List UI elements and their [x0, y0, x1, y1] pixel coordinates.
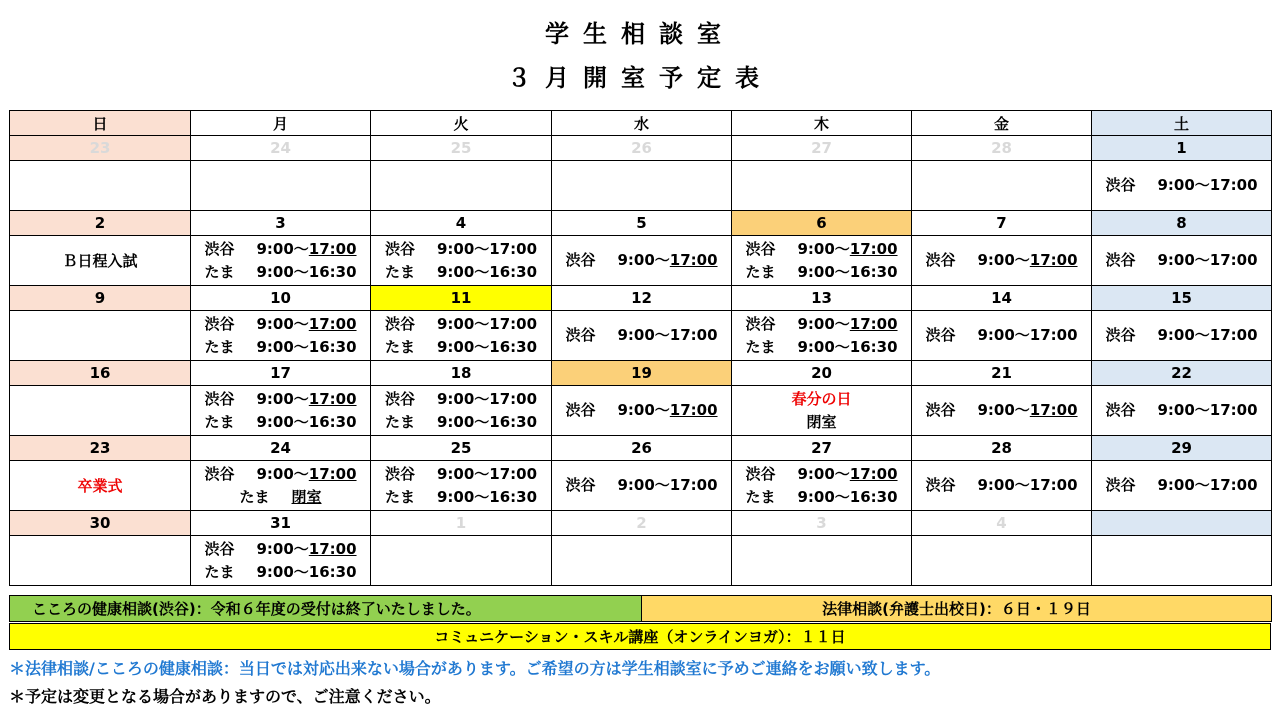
- location-label: 渋谷: [745, 314, 776, 333]
- hours-line: [371, 336, 551, 359]
- location-label: たま: [745, 487, 776, 506]
- hours-line: [732, 486, 911, 509]
- hours-text: 9:00～16:30: [797, 337, 898, 356]
- hours-close: 17:00: [1029, 251, 1078, 269]
- date-cell: 1: [371, 511, 552, 536]
- hours-line: [552, 249, 731, 272]
- date-cell: 20: [732, 361, 912, 386]
- hours-text: 9:00～17:00: [436, 314, 538, 333]
- date-cell: 27: [732, 136, 912, 161]
- hours-text: 9:00～17:00: [977, 476, 1078, 494]
- date-row: [10, 286, 1272, 311]
- hours-text: 9:00～16:30: [436, 262, 538, 281]
- schedule-cell: [552, 386, 732, 436]
- hours-text: 9:00～16:30: [797, 487, 898, 506]
- date-cell: 7: [912, 211, 1092, 236]
- hours-close: 17:00: [308, 314, 357, 333]
- hours-text: 9:00～16:30: [256, 562, 357, 581]
- location-label: 渋谷: [1105, 251, 1136, 269]
- location-label: 渋谷: [204, 539, 235, 558]
- footnote-consultation: ＊法律相談/こころの健康相談：当日では対応出来ない場合があります。ご希望の方は学生相談室に予めご連絡をお願い致します。: [9, 659, 941, 678]
- date-cell: 8: [1092, 211, 1272, 236]
- hours-line: [1092, 324, 1271, 347]
- hours-line: [371, 388, 551, 411]
- date-cell: 6: [732, 211, 912, 236]
- hours-text: 9:00～: [617, 401, 670, 419]
- date-cell: 16: [10, 361, 191, 386]
- date-cell: 3: [191, 211, 371, 236]
- date-cell: [1092, 511, 1272, 536]
- communication-row: [9, 623, 1271, 650]
- footnote-schedule-change: ＊予定は変更となる場合がありますので、ご注意ください。: [9, 687, 441, 706]
- location-label: たま: [204, 262, 235, 281]
- hours-text: 9:00～16:30: [256, 262, 357, 281]
- location-label: 渋谷: [204, 314, 235, 333]
- schedule-cell: [371, 386, 552, 436]
- location-label: たま: [745, 337, 776, 356]
- hours-line: [552, 324, 731, 347]
- hours-text: 9:00～16:30: [436, 487, 538, 506]
- page-subtitle: ３月開室予定表: [507, 64, 773, 92]
- date-cell: 26: [552, 136, 732, 161]
- location-label: 渋谷: [384, 239, 415, 258]
- schedule-cell: [1092, 236, 1272, 286]
- schedule-cell: [371, 311, 552, 361]
- hours-text: 9:00～: [256, 389, 309, 408]
- location-label: たま: [239, 487, 270, 506]
- schedule-cell: [1092, 386, 1272, 436]
- hours-text: 9:00～: [256, 239, 309, 258]
- schedule-cell: [732, 461, 912, 511]
- hours-text: 9:00～17:00: [617, 476, 718, 494]
- hours-line: [1092, 399, 1271, 422]
- location-label: 渋谷: [565, 326, 596, 344]
- hours-line: [191, 388, 370, 411]
- hours-line: [371, 238, 551, 261]
- date-cell: 28: [912, 136, 1092, 161]
- date-cell: 4: [371, 211, 552, 236]
- schedule-cell: [191, 311, 371, 361]
- location-label: 渋谷: [1105, 476, 1136, 494]
- date-cell: 5: [552, 211, 732, 236]
- event-label: Ｂ日程入試: [62, 252, 138, 270]
- date-cell: 13: [732, 286, 912, 311]
- schedule-cell: [912, 536, 1092, 586]
- date-cell: 25: [371, 136, 552, 161]
- hours-text: 9:00～16:30: [256, 337, 357, 356]
- hours-text: 9:00～: [977, 251, 1030, 269]
- hours-text: 9:00～17:00: [1157, 476, 1258, 494]
- schedule-cell: [371, 461, 552, 511]
- weekday-fri: 金: [912, 111, 1092, 136]
- location-label: 渋谷: [204, 389, 235, 408]
- schedule-cell: [1092, 536, 1272, 586]
- schedule-cell: [552, 161, 732, 211]
- closed-line: [732, 411, 911, 434]
- schedule-cell: [191, 236, 371, 286]
- schedule-row: [10, 461, 1272, 511]
- hours-close: 17:00: [308, 539, 357, 558]
- hours-line: [1092, 474, 1271, 497]
- hours-text: 9:00～17:00: [1157, 326, 1258, 344]
- hours-text: 9:00～: [977, 401, 1030, 419]
- location-label: 渋谷: [384, 389, 415, 408]
- location-label: たま: [745, 262, 776, 281]
- hours-line: [912, 399, 1091, 422]
- hours-text: 9:00～17:00: [436, 389, 538, 408]
- schedule-row: [10, 236, 1272, 286]
- date-cell: 19: [552, 361, 732, 386]
- hours-line: [191, 463, 370, 486]
- hours-line: [191, 261, 370, 284]
- calendar-table: [9, 110, 1272, 586]
- location-label: 渋谷: [565, 251, 596, 269]
- hours-line: [1092, 174, 1271, 197]
- location-label: 渋谷: [1105, 176, 1136, 194]
- location-label: 渋谷: [384, 314, 415, 333]
- schedule-cell: [912, 311, 1092, 361]
- hours-text: 9:00～17:00: [977, 326, 1078, 344]
- schedule-cell: [732, 236, 912, 286]
- schedule-cell: [912, 461, 1092, 511]
- schedule-cell: [552, 536, 732, 586]
- hours-line: [191, 336, 370, 359]
- date-cell: 24: [191, 436, 371, 461]
- hours-text: 9:00～17:00: [1157, 176, 1258, 194]
- date-cell: 18: [371, 361, 552, 386]
- hours-line: [732, 261, 911, 284]
- page-title: 学生相談室: [545, 20, 735, 48]
- schedule-row: [10, 386, 1272, 436]
- date-row: [10, 361, 1272, 386]
- schedule-cell: [552, 236, 732, 286]
- schedule-cell: [912, 236, 1092, 286]
- hours-close: 17:00: [308, 389, 357, 408]
- hours-close: 17:00: [849, 464, 898, 483]
- weekday-header-row: [10, 111, 1272, 136]
- schedule-cell: [10, 536, 191, 586]
- schedule-cell: [552, 311, 732, 361]
- location-label: 渋谷: [925, 401, 956, 419]
- schedule-cell: [10, 461, 191, 511]
- hours-line: [191, 238, 370, 261]
- hours-line: [191, 411, 370, 434]
- date-cell: 15: [1092, 286, 1272, 311]
- schedule-cell: [552, 461, 732, 511]
- date-row: [10, 211, 1272, 236]
- hours-line: [912, 324, 1091, 347]
- date-cell: 14: [912, 286, 1092, 311]
- date-cell: 25: [371, 436, 552, 461]
- hours-text: 9:00～: [256, 539, 309, 558]
- hours-text: 9:00～17:00: [436, 239, 538, 258]
- date-cell: 29: [1092, 436, 1272, 461]
- closed-label: 閉室: [806, 412, 837, 431]
- date-cell: 2: [552, 511, 732, 536]
- event-label: 卒業式: [77, 477, 123, 495]
- date-cell: 30: [10, 511, 191, 536]
- hours-text: 9:00～17:00: [1157, 401, 1258, 419]
- location-label: たま: [384, 262, 415, 281]
- weekday-sat: 土: [1092, 111, 1272, 136]
- hours-line: [191, 538, 370, 561]
- schedule-cell: [912, 161, 1092, 211]
- hours-line: [732, 336, 911, 359]
- hours-text: 9:00～17:00: [436, 464, 538, 483]
- location-label: たま: [204, 337, 235, 356]
- location-label: 渋谷: [925, 476, 956, 494]
- communication-course-note: コミュニケーション・スキル講座（オンラインヨガ）：１１日: [10, 624, 1271, 650]
- hours-close: 17:00: [1029, 401, 1078, 419]
- schedule-cell: [10, 311, 191, 361]
- date-cell: 23: [10, 136, 191, 161]
- location-label: たま: [384, 337, 415, 356]
- hours-line: [371, 486, 551, 509]
- weekday-mon: 月: [191, 111, 371, 136]
- location-label: たま: [384, 412, 415, 431]
- schedule-row: [10, 311, 1272, 361]
- schedule-cell: [10, 161, 191, 211]
- hours-text: 9:00～16:30: [797, 262, 898, 281]
- schedule-cell: [371, 161, 552, 211]
- notes-row: [9, 595, 1272, 622]
- schedule-cell: [10, 386, 191, 436]
- weekday-sun: 日: [10, 111, 191, 136]
- location-label: 渋谷: [204, 239, 235, 258]
- hours-close: 17:00: [669, 251, 718, 269]
- date-cell: 9: [10, 286, 191, 311]
- hours-line: [732, 463, 911, 486]
- location-label: たま: [204, 412, 235, 431]
- location-label: 渋谷: [1105, 401, 1136, 419]
- hours-line: [191, 486, 370, 509]
- weekday-tue: 火: [371, 111, 552, 136]
- hours-close: 17:00: [669, 401, 718, 419]
- location-label: 渋谷: [565, 476, 596, 494]
- schedule-cell: [191, 161, 371, 211]
- location-label: たま: [384, 487, 415, 506]
- health-consultation-note: こころの健康相談(渋谷)：令和６年度の受付は終了いたしました。: [10, 596, 642, 622]
- schedule-cell: [371, 236, 552, 286]
- date-cell: 17: [191, 361, 371, 386]
- hours-line: [371, 261, 551, 284]
- hours-text: 9:00～: [797, 239, 850, 258]
- hours-text: 9:00～17:00: [1157, 251, 1258, 269]
- hours-line: [1092, 249, 1271, 272]
- hours-close: 17:00: [308, 239, 357, 258]
- date-cell: 26: [552, 436, 732, 461]
- hours-line: [912, 474, 1091, 497]
- schedule-row: [10, 536, 1272, 586]
- hours-text: 9:00～: [256, 314, 309, 333]
- schedule-cell: [732, 311, 912, 361]
- hours-text: 9:00～17:00: [617, 326, 718, 344]
- date-cell: 1: [1092, 136, 1272, 161]
- schedule-cell: [10, 236, 191, 286]
- schedule-cell: [732, 536, 912, 586]
- schedule-cell: [191, 536, 371, 586]
- holiday-line: [732, 388, 911, 411]
- date-cell: 31: [191, 511, 371, 536]
- hours-line: [912, 249, 1091, 272]
- location-label: 渋谷: [1105, 326, 1136, 344]
- date-cell: 24: [191, 136, 371, 161]
- date-row: [10, 436, 1272, 461]
- hours-line: [732, 313, 911, 336]
- hours-text: 9:00～: [797, 314, 850, 333]
- schedule-cell: [1092, 161, 1272, 211]
- weekday-wed: 水: [552, 111, 732, 136]
- hours-text: 9:00～: [617, 251, 670, 269]
- date-cell: 23: [10, 436, 191, 461]
- schedule-cell: [191, 461, 371, 511]
- holiday-name: 春分の日: [791, 389, 852, 408]
- date-cell: 4: [912, 511, 1092, 536]
- hours-text: 9:00～16:30: [256, 412, 357, 431]
- location-label: たま: [204, 562, 235, 581]
- weekday-thu: 木: [732, 111, 912, 136]
- hours-text: 9:00～: [256, 464, 309, 483]
- hours-line: [732, 238, 911, 261]
- hours-line: [552, 474, 731, 497]
- closed-label: 閉室: [291, 487, 322, 506]
- date-cell: 10: [191, 286, 371, 311]
- location-label: 渋谷: [565, 401, 596, 419]
- date-cell: 21: [912, 361, 1092, 386]
- hours-text: 9:00～16:30: [436, 337, 538, 356]
- schedule-cell: [732, 386, 912, 436]
- hours-line: [371, 313, 551, 336]
- schedule-cell: [191, 386, 371, 436]
- hours-line: [552, 399, 731, 422]
- hours-line: [371, 411, 551, 434]
- location-label: 渋谷: [745, 464, 776, 483]
- hours-close: 17:00: [308, 464, 357, 483]
- legal-consultation-note: 法律相談(弁護士出校日)：６日・１９日: [642, 596, 1272, 622]
- hours-line: [191, 313, 370, 336]
- date-cell: 12: [552, 286, 732, 311]
- schedule-cell: [1092, 311, 1272, 361]
- hours-close: 17:00: [849, 239, 898, 258]
- schedule-row: [10, 161, 1272, 211]
- date-row: [10, 511, 1272, 536]
- date-cell: 27: [732, 436, 912, 461]
- date-cell: 3: [732, 511, 912, 536]
- location-label: 渋谷: [204, 464, 235, 483]
- date-cell: 2: [10, 211, 191, 236]
- hours-text: 9:00～16:30: [436, 412, 538, 431]
- hours-text: 9:00～: [797, 464, 850, 483]
- location-label: 渋谷: [925, 251, 956, 269]
- schedule-cell: [912, 386, 1092, 436]
- date-cell: 11: [371, 286, 552, 311]
- schedule-cell: [1092, 461, 1272, 511]
- hours-line: [191, 561, 370, 584]
- date-row: [10, 136, 1272, 161]
- date-cell: 22: [1092, 361, 1272, 386]
- date-cell: 28: [912, 436, 1092, 461]
- location-label: 渋谷: [925, 326, 956, 344]
- schedule-cell: [371, 536, 552, 586]
- hours-line: [371, 463, 551, 486]
- schedule-cell: [732, 161, 912, 211]
- location-label: 渋谷: [384, 464, 415, 483]
- location-label: 渋谷: [745, 239, 776, 258]
- hours-close: 17:00: [849, 314, 898, 333]
